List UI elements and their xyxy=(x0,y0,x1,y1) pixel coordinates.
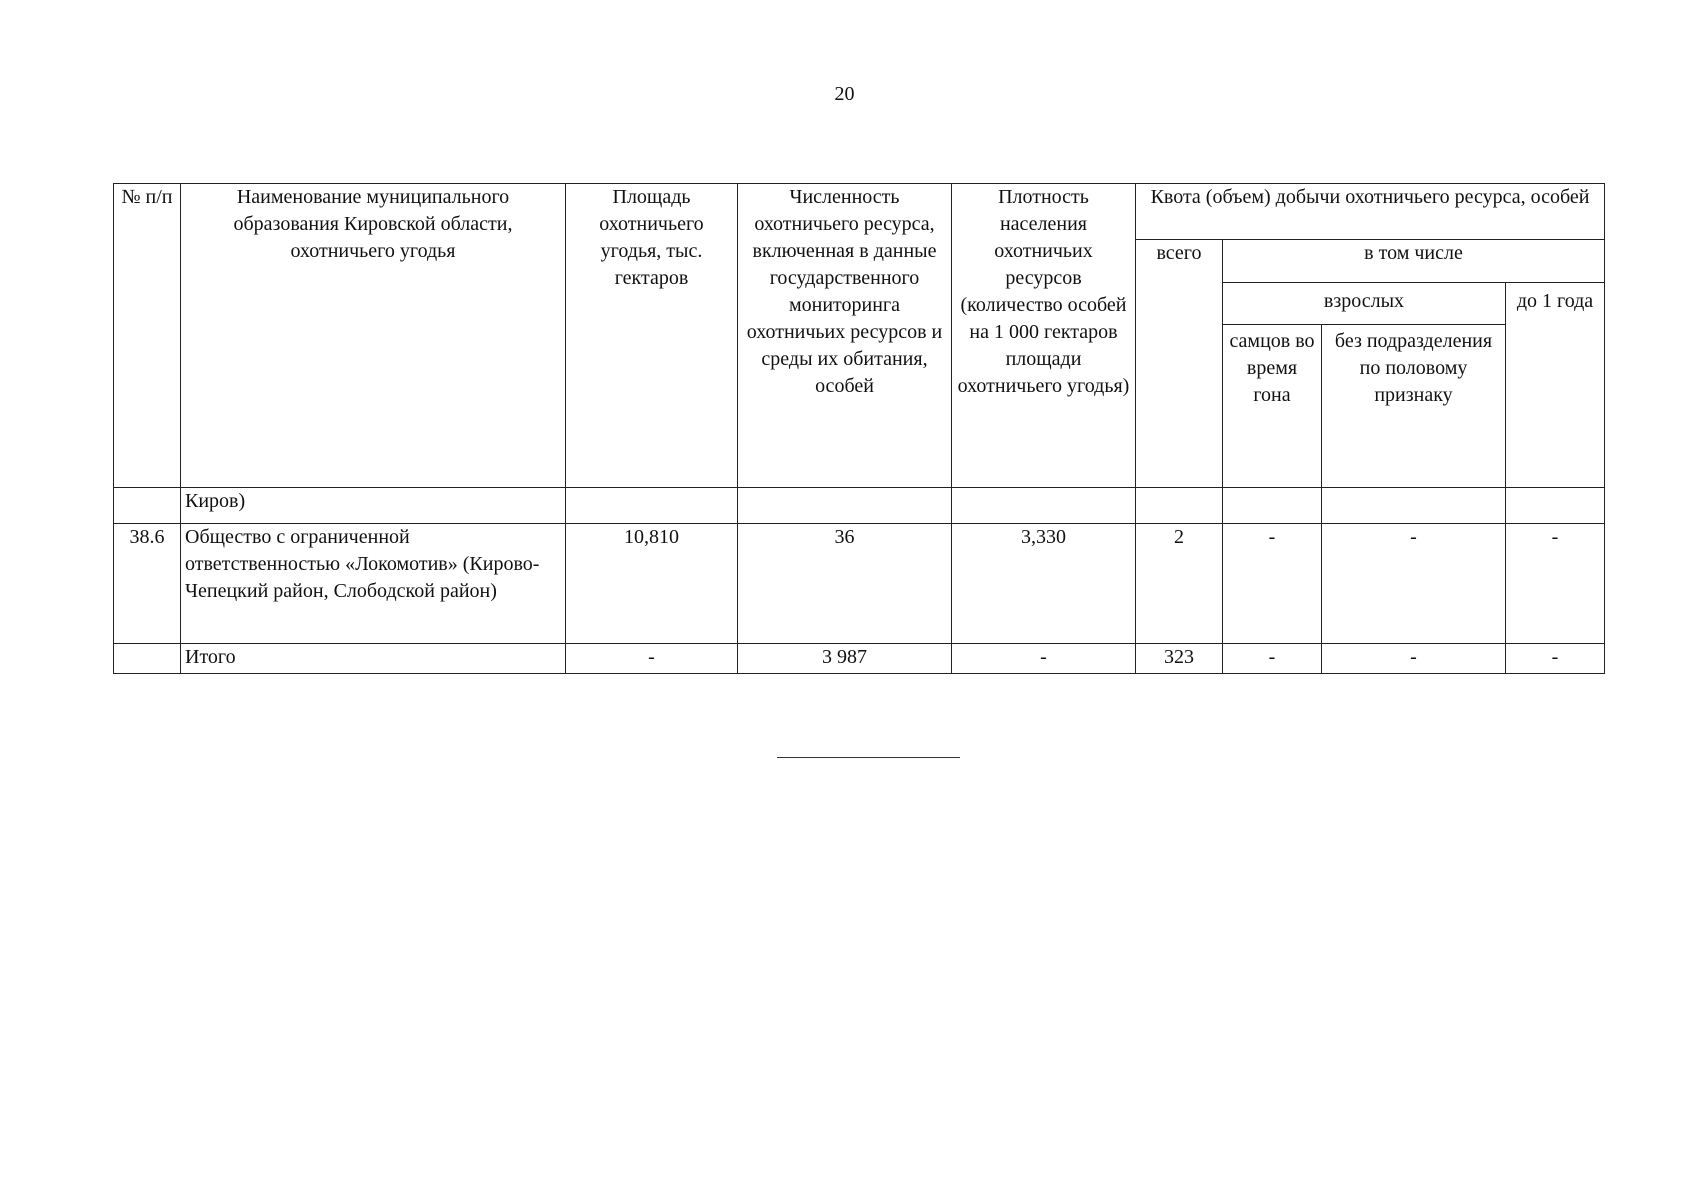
header-no-sex-split: без подразделения по половому признаку xyxy=(1322,325,1506,488)
cell-area xyxy=(566,488,738,524)
cell-density xyxy=(952,488,1136,524)
header-population: Численность охотничьего ресурса, включенная в данные государственного мониторинга охотничьих ресурсов и среды их обитания, особей xyxy=(738,184,952,488)
header-under-year: до 1 года xyxy=(1506,283,1605,488)
cell-population: 3 987 xyxy=(738,644,952,674)
cell-area: - xyxy=(566,644,738,674)
cell-density: - xyxy=(952,644,1136,674)
cell-total: 2 xyxy=(1136,524,1223,644)
page-number: 20 xyxy=(834,83,855,105)
cell-total: 323 xyxy=(1136,644,1223,674)
cell-name: Общество с ограниченной ответственностью «Локомотив» (Кирово-Чепецкий район, Слободской район) xyxy=(181,524,566,644)
cell-num xyxy=(114,488,181,524)
cell-area: 10,810 xyxy=(566,524,738,644)
cell-no-sex-split: - xyxy=(1322,644,1506,674)
cell-males-rut: - xyxy=(1223,644,1322,674)
cell-num: 38.6 xyxy=(114,524,181,644)
cell-no-sex-split xyxy=(1322,488,1506,524)
cell-num xyxy=(114,644,181,674)
header-including: в том числе xyxy=(1223,240,1605,283)
cell-under-year: - xyxy=(1506,524,1605,644)
quota-table xyxy=(113,183,1605,674)
header-males-rut: самцов во время гона xyxy=(1223,325,1322,488)
header-density: Плотность населения охотничьих ресурсов (количество особей на 1 000 гектаров площади охотничьего угодья) xyxy=(952,184,1136,488)
header-area: Площадь охотничьего угодья, тыс. гектаров xyxy=(566,184,738,488)
header-quota: Квота (объем) добычи охотничьего ресурса, особей xyxy=(1136,184,1605,240)
header-name: Наименование муниципального образования Кировской области, охотничьего угодья xyxy=(181,184,566,488)
header-total: всего xyxy=(1136,240,1223,488)
cell-name: Итого xyxy=(181,644,566,674)
cell-males-rut: - xyxy=(1223,524,1322,644)
table-row xyxy=(114,488,1605,524)
cell-name: Киров) xyxy=(181,488,566,524)
header-num: № п/п xyxy=(114,184,181,488)
table-row-total xyxy=(114,644,1605,674)
cell-total xyxy=(1136,488,1223,524)
table-row xyxy=(114,524,1605,644)
cell-under-year xyxy=(1506,488,1605,524)
cell-males-rut xyxy=(1223,488,1322,524)
cell-density: 3,330 xyxy=(952,524,1136,644)
cell-no-sex-split: - xyxy=(1322,524,1506,644)
header-row-1 xyxy=(114,184,1605,240)
header-adults: взрослых xyxy=(1223,283,1506,325)
cell-population: 36 xyxy=(738,524,952,644)
cell-under-year: - xyxy=(1506,644,1605,674)
end-of-document-rule xyxy=(777,757,960,758)
cell-population xyxy=(738,488,952,524)
